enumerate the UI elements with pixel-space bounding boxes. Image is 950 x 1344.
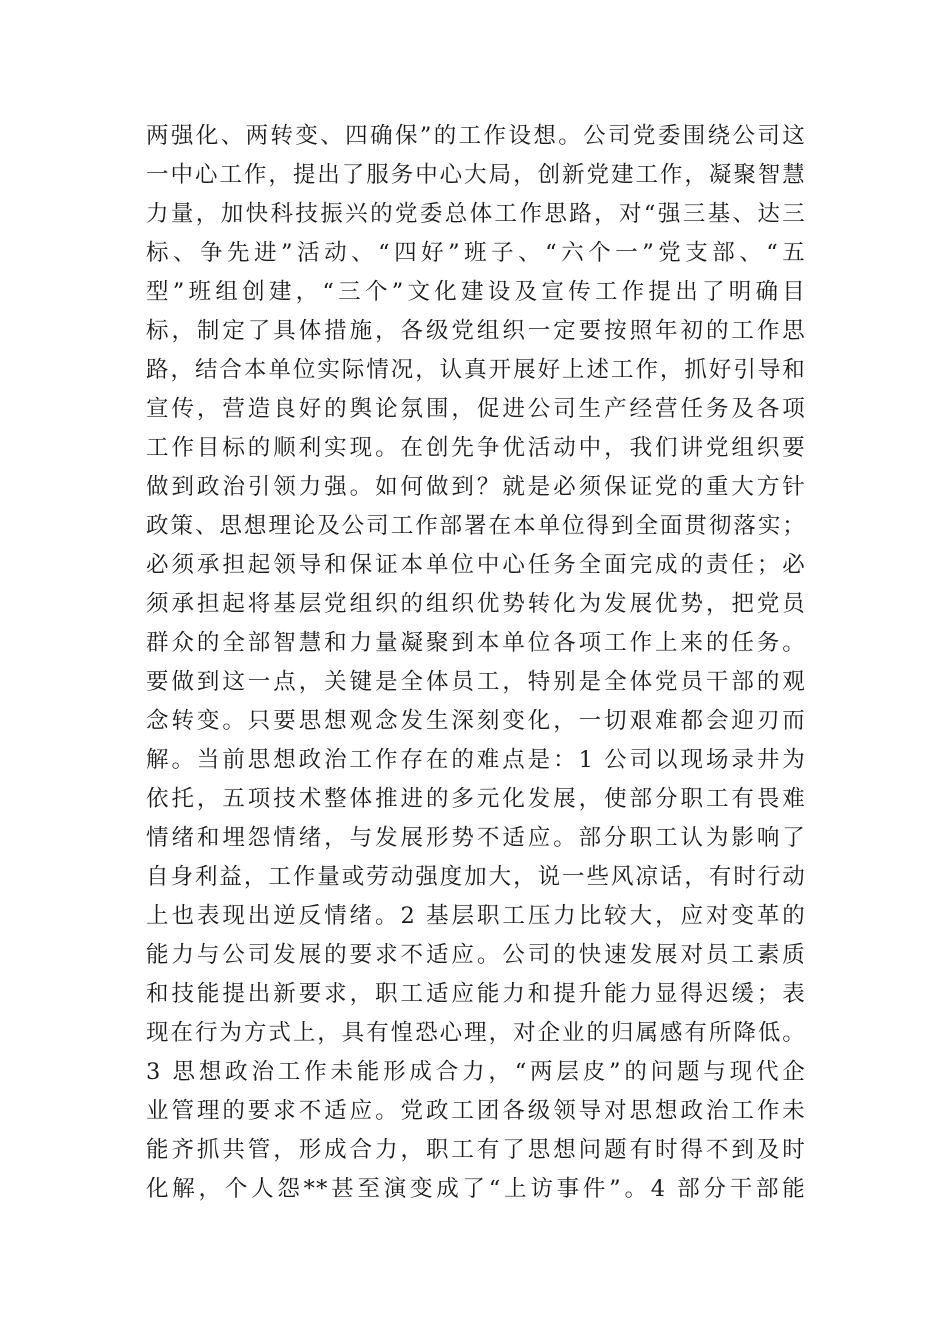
text-line: 型”班组创建，“三个”文化建设及宣传工作提出了明确目 [146, 279, 806, 305]
text-line: 依托，五项技术整体推进的多元化发展，使部分职工有畏难 [146, 786, 806, 812]
text-line: 情绪和埋怨情绪，与发展形势不适应。部分职工认为影响了 [146, 825, 806, 851]
text-line: 标、争先进”活动、“四好”班子、“六个一”党支部、“五 [146, 240, 806, 266]
text-line: 工作目标的顺利实现。在创先争优活动中，我们讲党组织要 [146, 435, 806, 461]
body-text [146, 117, 806, 1209]
text-line: 宣传，营造良好的舆论氛围，促进公司生产经营任务及各项 [146, 396, 806, 422]
text-line: 标，制定了具体措施，各级党组织一定要按照年初的工作思 [146, 318, 806, 344]
text-line: 能力与公司发展的要求不适应。公司的快速发展对员工素质 [146, 942, 806, 968]
text-line: 一中心工作，提出了服务中心大局，创新党建工作，凝聚智慧 [146, 162, 806, 188]
text-line: 力量，加快科技振兴的党委总体工作思路，对“强三基、达三 [146, 201, 806, 227]
text-line: 业管理的要求不适应。党政工团各级领导对思想政治工作未 [146, 1098, 806, 1124]
text-line: 念转变。只要思想观念发生深刻变化，一切艰难都会迎刃而 [146, 708, 806, 734]
text-line: 政策、思想理论及公司工作部署在本单位得到全面贯彻落实； [146, 513, 806, 539]
text-line: 3 思想政治工作未能形成合力，“两层皮”的问题与现代企 [146, 1059, 806, 1085]
text-line: 和技能提出新要求，职工适应能力和提升能力显得迟缓；表 [146, 981, 806, 1007]
text-line: 能齐抓共管，形成合力，职工有了思想问题有时得不到及时 [146, 1137, 806, 1163]
text-line: 路，结合本单位实际情况，认真开展好上述工作，抓好引导和 [146, 357, 806, 383]
text-line: 群众的全部智慧和力量凝聚到本单位各项工作上来的任务。 [146, 630, 806, 656]
text-line: 自身利益，工作量或劳动强度加大，说一些风凉话，有时行动 [146, 864, 806, 890]
text-line: 必须承担起领导和保证本单位中心任务全面完成的责任；必 [146, 552, 806, 578]
text-line: 两强化、两转变、四确保”的工作设想。公司党委围绕公司这 [146, 123, 806, 149]
text-line: 上也表现出逆反情绪。2 基层职工压力比较大，应对变革的 [146, 903, 806, 929]
text-line: 化解，个人怨**甚至演变成了“上访事件”。4 部分干部能 [146, 1176, 806, 1202]
text-line: 须承担起将基层党组织的组织优势转化为发展优势，把党员 [146, 591, 806, 617]
text-line: 现在行为方式上，具有惶恐心理，对企业的归属感有所降低。 [146, 1020, 806, 1046]
text-line: 要做到这一点，关键是全体员工，特别是全体党员干部的观 [146, 669, 806, 695]
text-line: 做到政治引领力强。如何做到？就是必须保证党的重大方针 [146, 474, 806, 500]
text-line: 解。当前思想政治工作存在的难点是：1 公司以现场录井为 [146, 747, 806, 773]
